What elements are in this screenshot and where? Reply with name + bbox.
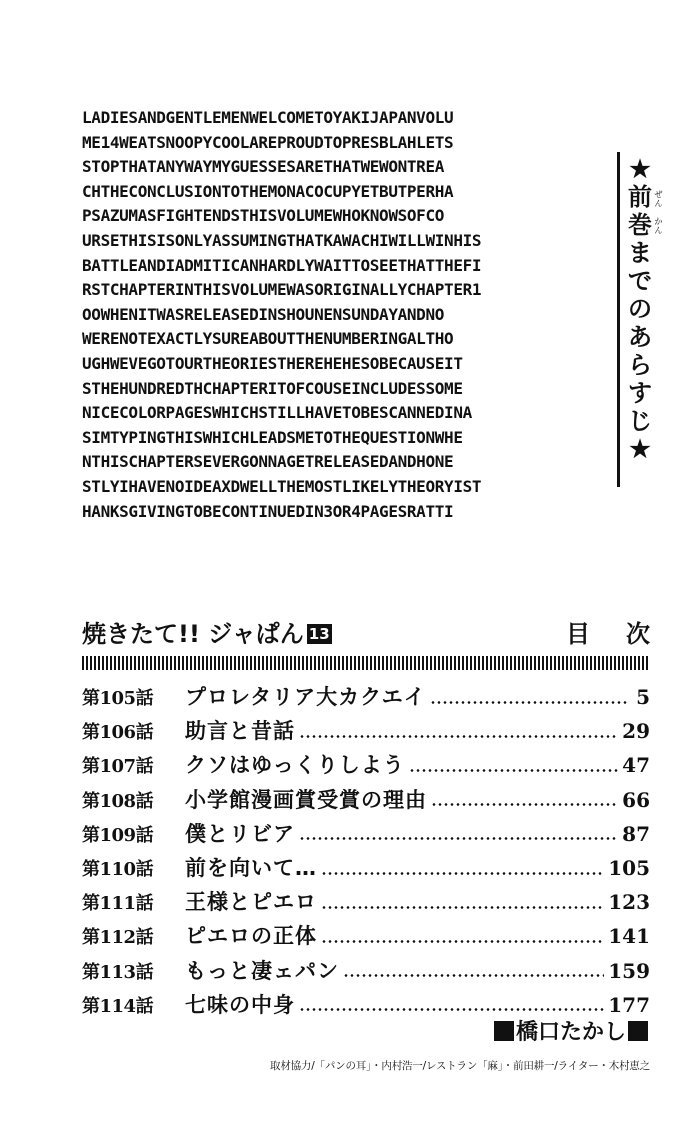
chapter-page-number: 159 [608, 958, 650, 983]
blurb-line: NICECOLORPAGESWHICHSTILLHAVETOBESCANNEDINA [82, 403, 472, 423]
chapter-page-number: 123 [608, 890, 650, 915]
chapter-page-number: 29 [622, 719, 650, 744]
blurb-line: WERENOTEXACTLYSUREABOUTTHENUMBERINGALTHO [82, 329, 454, 349]
side-divider [617, 152, 620, 487]
blurb-line: PSAZUMASFIGHTENDSTHISVOLUMEWHOKNOWSOFCO [82, 206, 445, 226]
tick-rule-divider [82, 656, 650, 670]
side-title-char: 巻 [628, 210, 652, 239]
chapter-number: 第111話 [82, 893, 154, 915]
blurb-line: CHTHECONCLUSIONTOTHEMONACOCUPYETBUTPERHA [82, 181, 454, 201]
volume-badge: 13 [308, 625, 330, 643]
chapter-title: ピエロの正体 [185, 924, 317, 949]
toc-entry [82, 818, 650, 852]
dot-leader [299, 1008, 604, 1011]
blurb-line: NTHISCHAPTERSEVERGONNAGETRELEASEDANDHONE [82, 452, 454, 472]
toc-entry [82, 886, 650, 920]
chapter-title: 七味の中身 [185, 992, 295, 1017]
chapter-number: 第110話 [82, 858, 154, 880]
side-title-char: 前 [628, 182, 652, 211]
chapter-title: プロレタリア大カクエイ [185, 685, 426, 709]
chapter-title: 前を向いて… [185, 855, 317, 880]
side-title-char: の [628, 294, 652, 323]
blurb-line: UGHWEVEGOTOURTHEORIESTHEREHEHESOBECAUSEIT [82, 353, 463, 373]
chapter-number: 第107話 [82, 756, 154, 778]
author-credit [492, 1018, 650, 1048]
chapter-title: 王様とピエロ [185, 890, 317, 915]
book-title-text: 焼きたて!! ジャぱん [82, 620, 304, 648]
chapter-title: クソはゆっくりしよう [185, 753, 405, 778]
square-bullet-right [628, 1021, 648, 1041]
blurb-line: BATTLEANDIADMITICANHARDLYWAITTOSEETHATTHEFI [82, 255, 482, 275]
dot-leader [409, 769, 618, 772]
author-name: 橋口たかし [515, 1020, 626, 1045]
chapter-title: もっと凄ェパン [185, 958, 339, 983]
chapter-number: 第105話 [82, 688, 154, 709]
table-of-contents [82, 681, 650, 1023]
dot-leader [321, 872, 604, 875]
side-title-char: で [628, 266, 652, 295]
dot-leader [321, 940, 604, 943]
blurb-line: STOPTHATANYWAYMYGUESSESARETHATWEWONTREA [82, 157, 445, 177]
side-title-char: ら [628, 350, 652, 379]
toc-header [82, 618, 686, 654]
dot-leader [321, 906, 604, 909]
contents-label: 目次 [566, 619, 686, 648]
translator-note-blurb [82, 106, 614, 524]
blurb-line: OOWHENITWASRELEASEDINSHOUNENSUNDAYANDNO [82, 304, 445, 324]
side-title-char: ま [628, 238, 652, 267]
chapter-number: 第112話 [82, 927, 154, 949]
chapter-number: 第109話 [82, 824, 154, 846]
blurb-line: STLYIHAVENOIDEAXDWELLTHEMOSTLIKELYTHEORYIST [82, 476, 482, 496]
dot-leader [299, 735, 618, 738]
chapter-number: 第114話 [82, 995, 154, 1017]
blurb-line: LADIESANDGENTLEMENWELCOMETOYAKIJAPANVOLU [82, 108, 454, 127]
chapter-number: 第113話 [82, 961, 154, 983]
toc-entry [82, 681, 650, 715]
side-title-char: じ [628, 406, 652, 435]
chapter-title: 僕とリビア [185, 821, 295, 846]
blurb-line: SIMTYPINGTHISWHICHLEADSMETOTHEQUESTIONWHE [82, 427, 463, 447]
ruby-zen: ぜん [654, 190, 663, 208]
side-title-char: あ [628, 322, 652, 351]
dot-leader [343, 974, 604, 977]
chapter-page-number: 105 [608, 855, 650, 880]
book-title [82, 618, 332, 650]
chapter-title: 助言と昔話 [185, 719, 295, 744]
ruby-kan: かん [654, 217, 663, 235]
dot-leader [431, 803, 618, 806]
chapter-page-number: 141 [608, 924, 650, 949]
blurb-line: URSETHISISONLYASSUMINGTHATKAWACHIWILLWINHIS [82, 230, 482, 250]
toc-entry [82, 784, 650, 818]
chapter-page-number: 5 [636, 685, 650, 709]
chapter-page-number: 87 [622, 821, 650, 846]
chapter-number: 第106話 [82, 722, 154, 744]
toc-entry [82, 920, 650, 954]
toc-entry [82, 715, 650, 749]
star-icon: ★ [629, 434, 651, 463]
blurb-line: ME14WEATSNOOPYCOOLAREPROUDTOPRESBLAHLETS [82, 132, 454, 152]
previous-volume-summary-title [625, 155, 655, 463]
chapter-number: 第108話 [82, 790, 154, 812]
dot-leader [299, 837, 618, 840]
chapter-title: 小学館漫画賞受賞の理由 [185, 787, 427, 812]
square-bullet-left [494, 1021, 514, 1041]
blurb-line: HANKSGIVINGTOBECONTINUEDIN3OR4PAGESRATTI [82, 501, 454, 521]
toc-entry [82, 955, 650, 989]
research-credits: 取材協力/「パンの耳」・内村浩一/レストラン「麻」・前田耕一/ライター・木村恵之 [270, 1060, 650, 1072]
side-title-char: す [628, 378, 652, 407]
star-icon: ★ [629, 154, 651, 183]
toc-entry [82, 852, 650, 886]
blurb-line: RSTCHAPTERINTHISVOLUMEWASORIGINALLYCHAPTER1 [82, 280, 482, 300]
chapter-page-number: 177 [608, 992, 650, 1017]
blurb-line: STHEHUNDREDTHCHAPTERITOFCOUSEINCLUDESSOME [82, 378, 463, 398]
chapter-page-number: 66 [622, 787, 650, 812]
dot-leader [430, 701, 628, 704]
chapter-page-number: 47 [622, 753, 650, 778]
toc-entry [82, 749, 650, 783]
